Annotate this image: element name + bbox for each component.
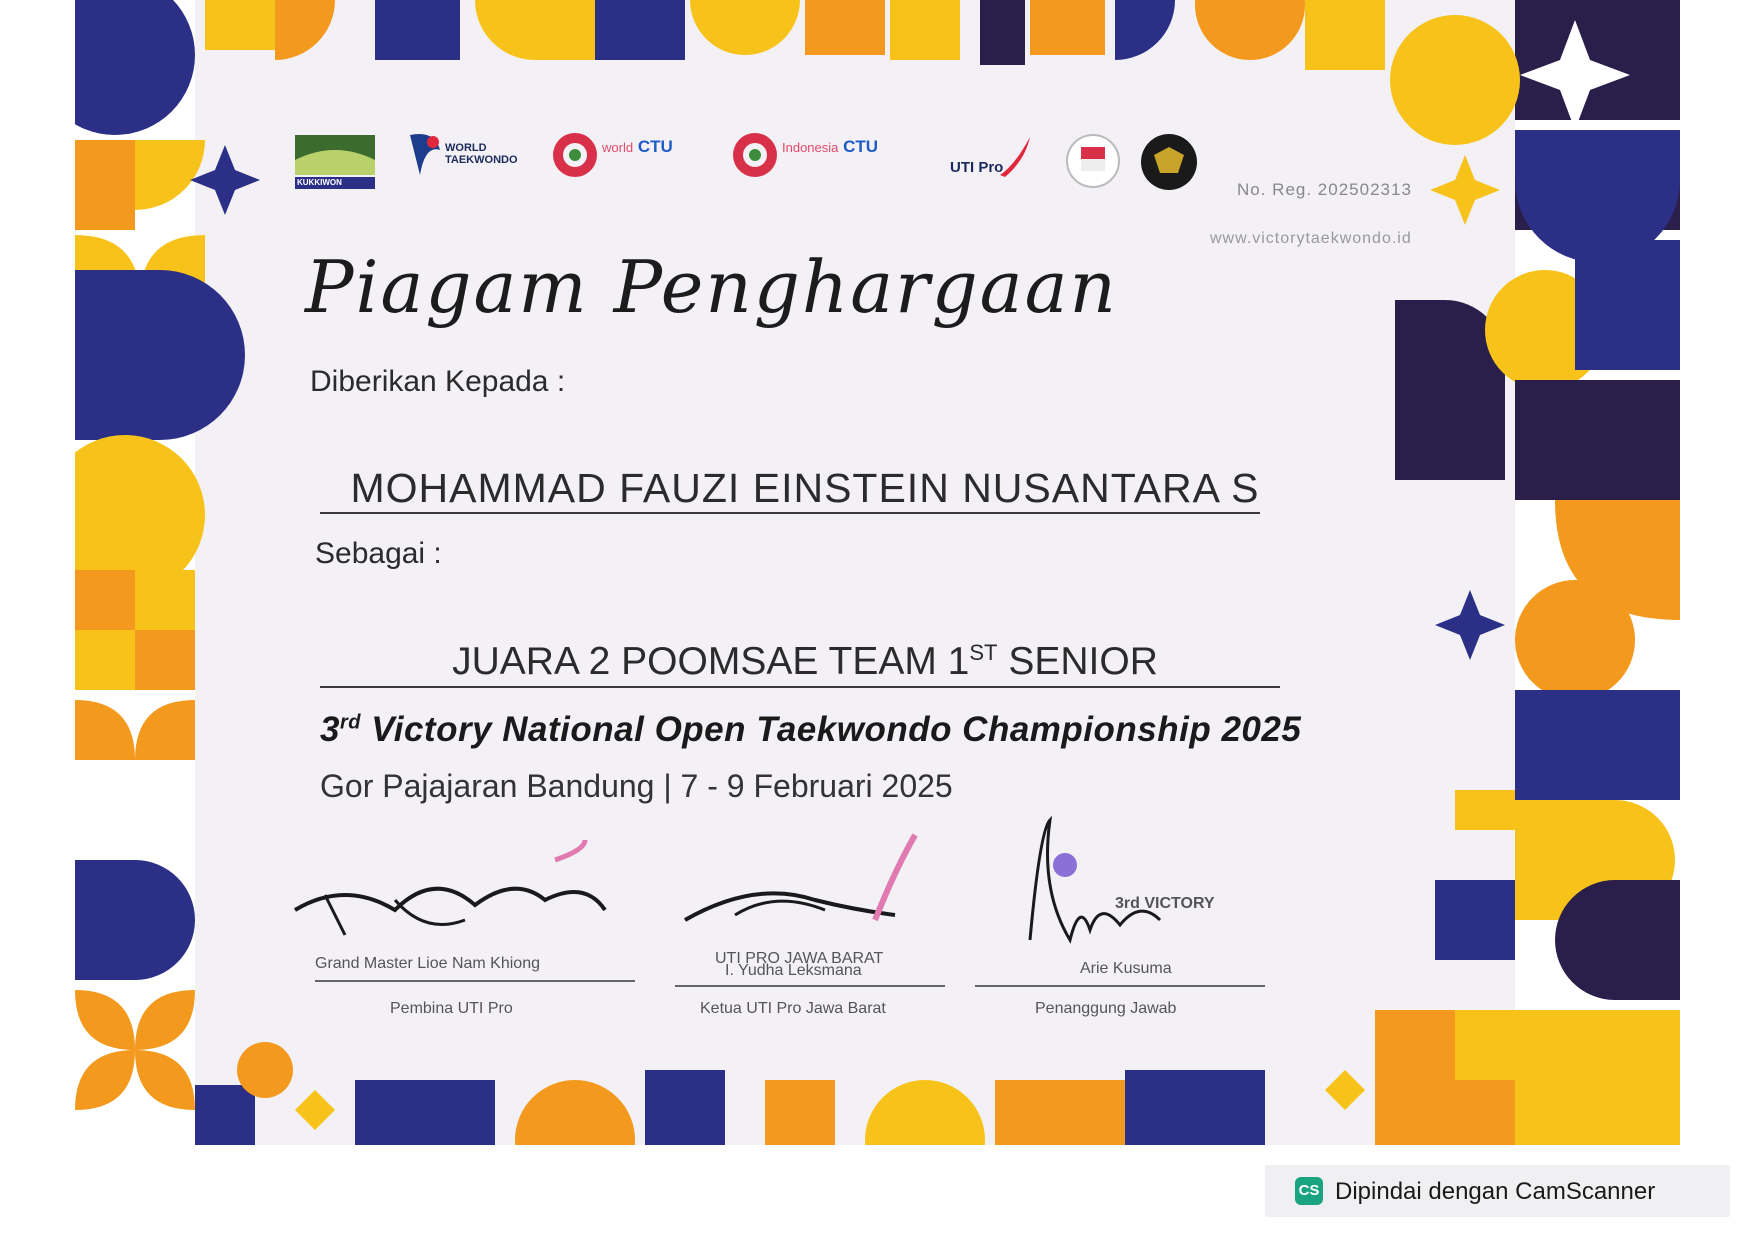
camscanner-watermark: [1265, 1165, 1730, 1217]
world-taekwondo-logo: WORLD TAEKWONDO: [405, 130, 525, 190]
given-to-label: Diberikan Kepada :: [310, 365, 566, 398]
indonesia-ctu-logo: Indonesia CTU: [730, 130, 920, 190]
camscanner-icon: CS: [1295, 1177, 1323, 1205]
as-label: Sebagai :: [315, 537, 442, 570]
venue-date: Gor Pajajaran Bandung | 7 - 9 Februari 2025: [320, 768, 953, 804]
garuda-emblem-logo: [1140, 133, 1198, 195]
certificate-title: Piagam Penghargaan: [305, 245, 1118, 329]
kukkiwon-logo: KUKKIWON: [295, 135, 375, 190]
registration-number: No. Reg. 202502313: [1237, 180, 1412, 199]
name-underline: [320, 512, 1260, 514]
certificate: KUKKIWON WORLD TAEKWONDO world CTU Indonesia CTU UTI Pro No. Reg. 202502313 www.victorytaekwondo.id Piagam Penghargaan Diberikan Kepada : MOHAMMAD FAUZI EINSTEIN NUSANTARA S Sebagai : JUARA 2 POOMSAE TEAM 1ST SENIOR 3rd Victory National Open Taekwondo Championship 2025 Gor Pajajaran Bandung | 7 - 9 Februari 2025 Grand Master Lioe Nam Khiong Pembina UTI Pro UTI PRO JAWA BARAT I. Yudha Leksmana Ketua UTI Pro Jawa Barat 3rd VICTORY Arie Kusuma Penanggung Jawab: [75, 0, 1680, 1145]
signature-scribble-3: [990, 810, 1290, 960]
uti-pro-logo: UTI Pro: [950, 135, 1050, 190]
recipient-name: MOHAMMAD FAUZI EINSTEIN NUSANTARA S: [350, 465, 1260, 511]
event-name: 3rd Victory National Open Taekwondo Championship 2025: [320, 710, 1302, 749]
signature-scribble-2: [675, 830, 935, 950]
award-underline: [320, 686, 1280, 688]
world-ctu-logo: world CTU: [550, 130, 710, 190]
camscanner-label: Dipindai dengan CamScanner: [1335, 1178, 1656, 1205]
website-url: www.victorytaekwondo.id: [1210, 230, 1412, 247]
award-title: JUARA 2 POOMSAE TEAM 1ST SENIOR: [452, 640, 1158, 683]
signature-scribble-1: [285, 840, 615, 950]
indonesia-emblem-logo: [1065, 133, 1121, 193]
